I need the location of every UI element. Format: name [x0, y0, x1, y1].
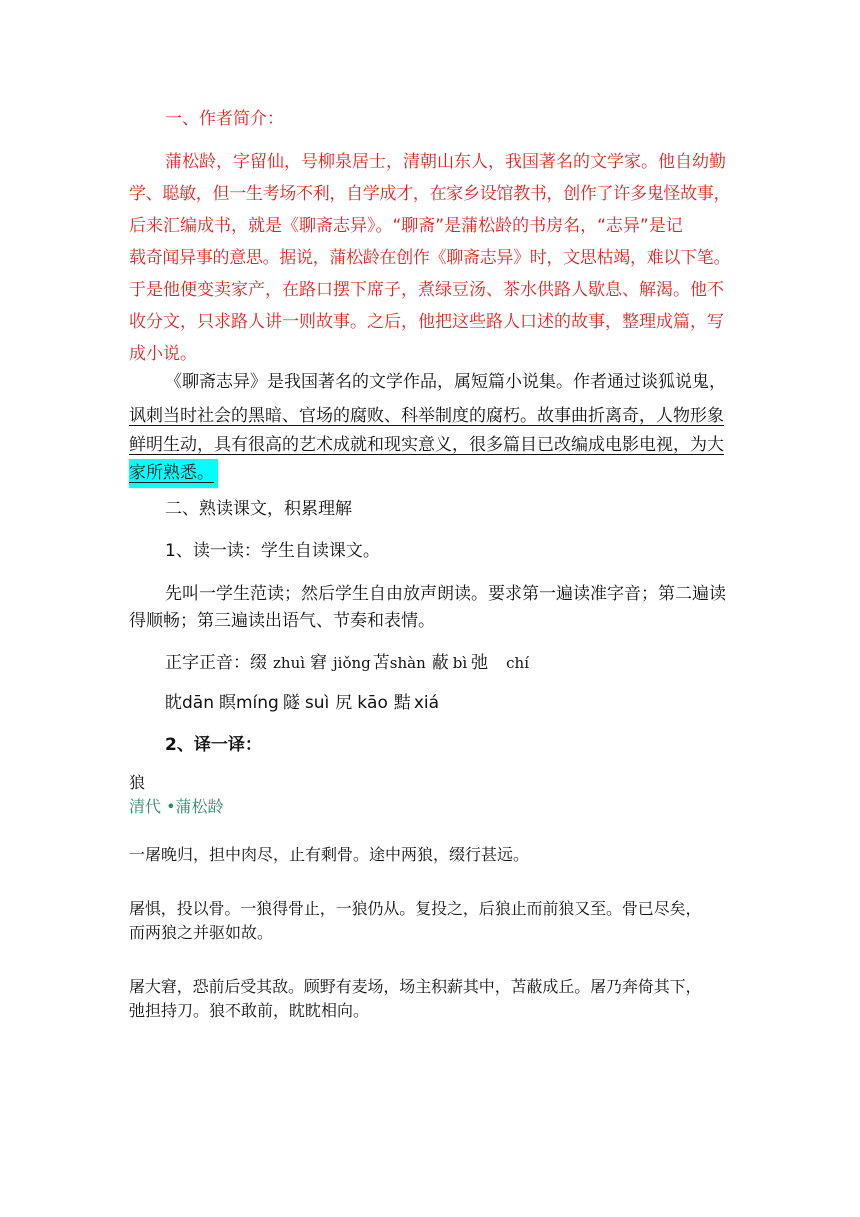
pron-label: 正字正音： — [165, 653, 250, 673]
poem-paragraph-3-line-1: 屠大窘，恐前后受其敌。顾野有麦场，场主积薪其中，苫蔽成丘。屠乃奔倚其下， — [129, 977, 702, 996]
pron-char: 缀 — [250, 653, 267, 673]
pron-char: 黠 — [393, 693, 411, 713]
author-bio-line-3: 后来汇编成书，就是《聊斋志异》。“聊斋”是蒲松龄的书房名，“志异”是记 — [129, 216, 683, 236]
author-bio-line-2: 学、聪敏，但一生考场不利，自学成才，在家乡设馆教书，创作了许多鬼怪故事， — [129, 184, 731, 204]
pron-char: 苫 — [372, 653, 390, 673]
pron-pinyin: suì — [304, 693, 330, 713]
pron-char: 窘 — [310, 653, 328, 673]
section2-heading: 二、熟读课文，积累理解 — [165, 499, 352, 519]
pron-char: 眈 — [165, 693, 182, 713]
pron-pinyin: jiǒng — [333, 654, 371, 672]
pron-pinyin: zhuì — [273, 654, 306, 672]
poem-paragraph-2-line-2: 而两狼之并驱如故。 — [129, 923, 274, 942]
pron-pinyin: bì — [452, 654, 468, 672]
pronunciation-line-2 — [165, 692, 439, 714]
pron-pinyin: kāo — [357, 693, 388, 713]
pron-pinyin: dān — [182, 693, 214, 713]
pron-char: 蔽 — [431, 653, 449, 673]
pron-pinyin: shàn — [389, 654, 426, 672]
pronunciation-line-1 — [165, 652, 529, 674]
pron-char: 隧 — [282, 693, 300, 713]
poem-paragraph-3-line-2: 弛担持刀。狼不敢前，眈眈相向。 — [129, 1001, 370, 1020]
pron-pinyin: míng — [235, 693, 279, 713]
author-heading: 一、作者简介： — [165, 109, 284, 129]
book-intro-line-1: 《聊斋志异》是我国著名的文学作品，属短篇小说集。作者通过谈狐说鬼， — [165, 372, 726, 392]
reading-method-line-2: 得顺畅；第三遍读出语气、节奏和表情。 — [129, 611, 435, 631]
pron-pinyin: chí — [506, 654, 530, 672]
book-intro-line-3: 鲜明生动，具有很高的艺术成就和现实意义，很多篇目已改编成电影电视，为大 — [129, 435, 724, 455]
pron-pinyin: xiá — [413, 693, 440, 713]
poem-paragraph-2-line-1: 屠惧，投以骨。一狼得骨止，一狼仍从。复投之，后狼止而前狼又至。骨已尽矣， — [129, 899, 702, 918]
poem-title: 狼 — [129, 773, 146, 792]
author-bio-line-1 — [165, 151, 743, 173]
book-intro-line-4 — [129, 462, 218, 484]
pron-char: 弛 — [471, 653, 489, 673]
highlighted-text: 家所熟悉。 — [129, 459, 218, 488]
author-bio-text-1: 蒲松龄，字留仙，号柳泉居士，清朝山东人，我国著名的文学家。他自幼勤 — [165, 152, 726, 172]
pron-char: 瞑 — [218, 693, 236, 713]
author-bio-line-5: 于是他便变卖家产，在路口摆下席子，煮绿豆汤、茶水供路人歇息、解渴。他不 — [129, 280, 724, 300]
step2-text: 2、译一译： — [165, 735, 262, 755]
poem-paragraph-1: 一屠晚归，担中肉尽，止有剩骨。途中两狼，缀行甚远。 — [129, 845, 530, 864]
book-intro-line-2: 讽刺当时社会的黑暗、官场的腐败、科举制度的腐朽。故事曲折离奇，人物形象 — [129, 406, 724, 426]
author-bio-line-4: 载奇闻异事的意思。据说，蒲松龄在创作《聊斋志异》时，文思枯竭，难以下笔。 — [129, 248, 731, 268]
author-bio-line-7: 成小说。 — [129, 344, 197, 364]
pron-char: 尻 — [335, 693, 353, 713]
reading-method-line-1: 先叫一学生范读；然后学生自由放声朗读。要求第一遍读准字音；第二遍读 — [165, 584, 726, 604]
step1-text: 1、读一读：学生自读课文。 — [165, 541, 380, 561]
poem-author: 清代 •蒲松龄 — [129, 797, 224, 816]
author-bio-line-6: 收分文，只求路人讲一则故事。之后，他把这些路人口述的故事，整理成篇，写 — [129, 312, 724, 332]
